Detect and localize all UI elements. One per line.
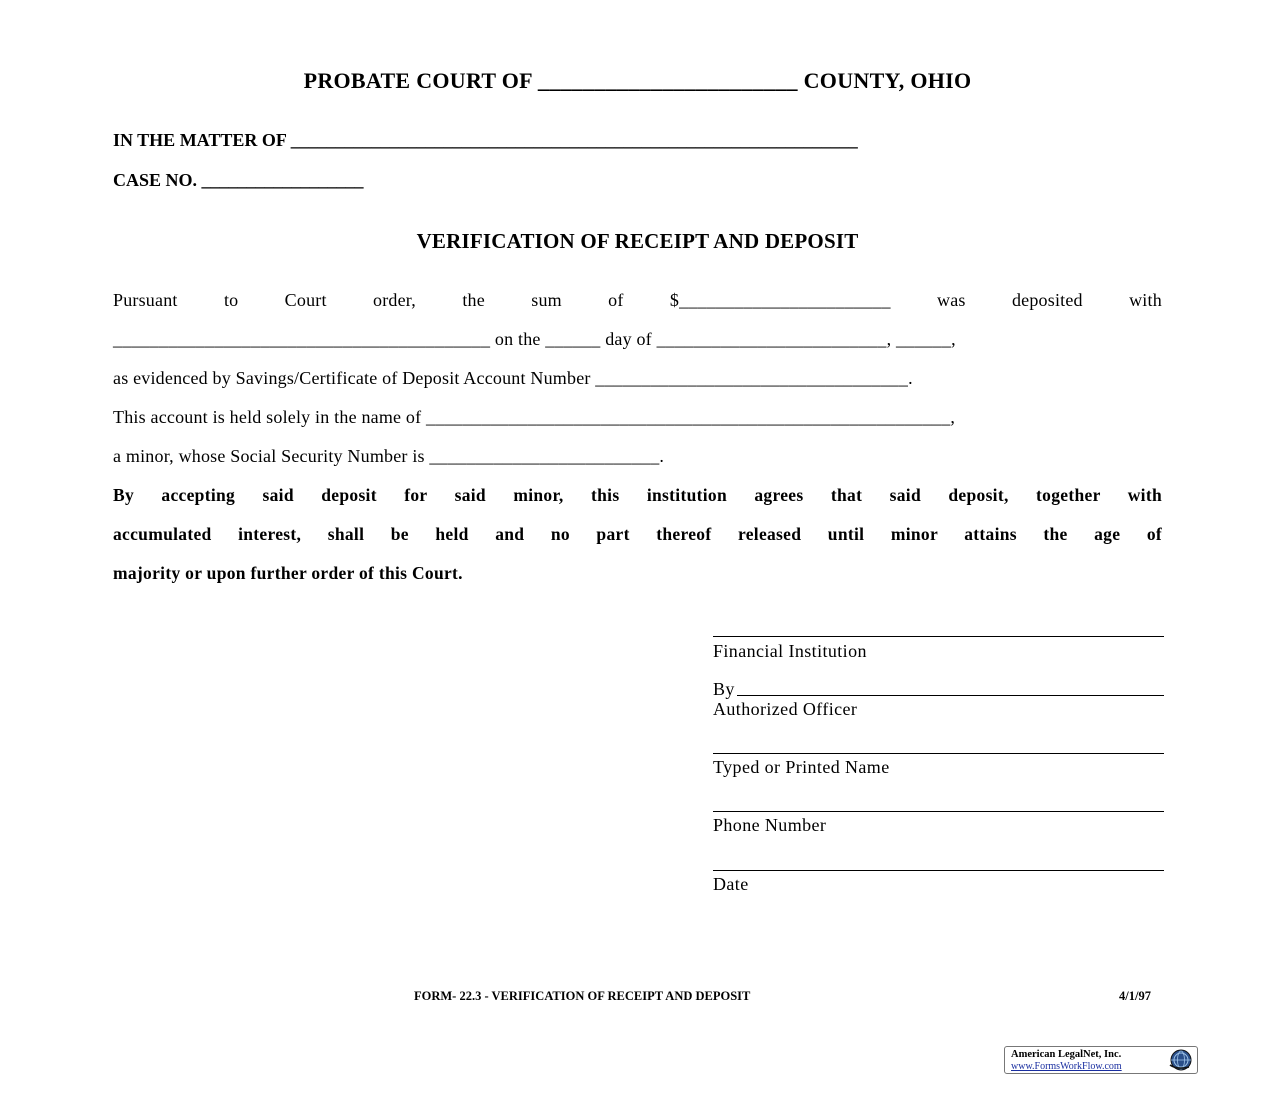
globe-logo-icon <box>1167 1048 1193 1072</box>
phone-number-label: Phone Number <box>713 815 827 835</box>
bold-clause-line-2: accumulated interest, shall be held and no part thereof released until minor attains the age of <box>113 524 1162 544</box>
case-number-line: CASE NO. __________________ <box>113 170 364 190</box>
word: the <box>462 290 485 310</box>
date-label: Date <box>713 874 749 894</box>
publisher-name: American LegalNet, Inc. <box>1011 1049 1122 1060</box>
word: deposited <box>1011 290 1083 310</box>
body-line-5: a minor, whose Social Security Number is _________________________. <box>113 446 665 466</box>
by-signature-line <box>737 695 1164 696</box>
publisher-url-link[interactable]: www.FormsWorkFlow.com <box>1011 1061 1122 1072</box>
word: with <box>1129 290 1162 310</box>
authorized-officer-by-line <box>713 679 1164 700</box>
bold-clause-line-3: majority or upon further order of this Court. <box>113 563 463 583</box>
printed-name-signature-line <box>713 753 1164 754</box>
financial-institution-signature-line <box>713 636 1164 637</box>
body-line-3: as evidenced by Savings/Certificate of Deposit Account Number __________________________________. <box>113 368 913 388</box>
phone-number-line <box>713 811 1164 812</box>
word: order, <box>373 290 416 310</box>
word: of <box>608 290 624 310</box>
body-line-2: _________________________________________ on the ______ day of _________________________, ______, <box>113 329 956 349</box>
amount-field: $_______________________ <box>669 290 891 310</box>
matter-line: IN THE MATTER OF _______________________________________________________________ <box>113 130 858 150</box>
financial-institution-label: Financial Institution <box>713 641 867 661</box>
form-id-footer: FORM- 22.3 - VERIFICATION OF RECEIPT AND DEPOSIT <box>414 989 751 1003</box>
printed-name-label: Typed or Printed Name <box>713 757 890 777</box>
word: Court <box>284 290 327 310</box>
revision-date: 4/1/97 <box>1119 989 1151 1003</box>
word: to <box>223 290 239 310</box>
word: sum <box>531 290 562 310</box>
word: was <box>937 290 966 310</box>
word: Pursuant <box>113 290 178 310</box>
authorized-officer-label: Authorized Officer <box>713 699 858 719</box>
publisher-badge <box>1004 1046 1198 1074</box>
bold-clause-line-1: By accepting said deposit for said minor, this institution agrees that said deposit, together with <box>113 485 1162 505</box>
body-line-4: This account is held solely in the name of _________________________________________________________, <box>113 407 956 427</box>
date-line <box>713 870 1164 871</box>
by-label: By <box>713 679 735 699</box>
body-line-1 <box>113 290 1162 311</box>
court-header: PROBATE COURT OF _______________________ COUNTY, OHIO <box>303 68 972 93</box>
form-title: VERIFICATION OF RECEIPT AND DEPOSIT <box>416 229 859 253</box>
